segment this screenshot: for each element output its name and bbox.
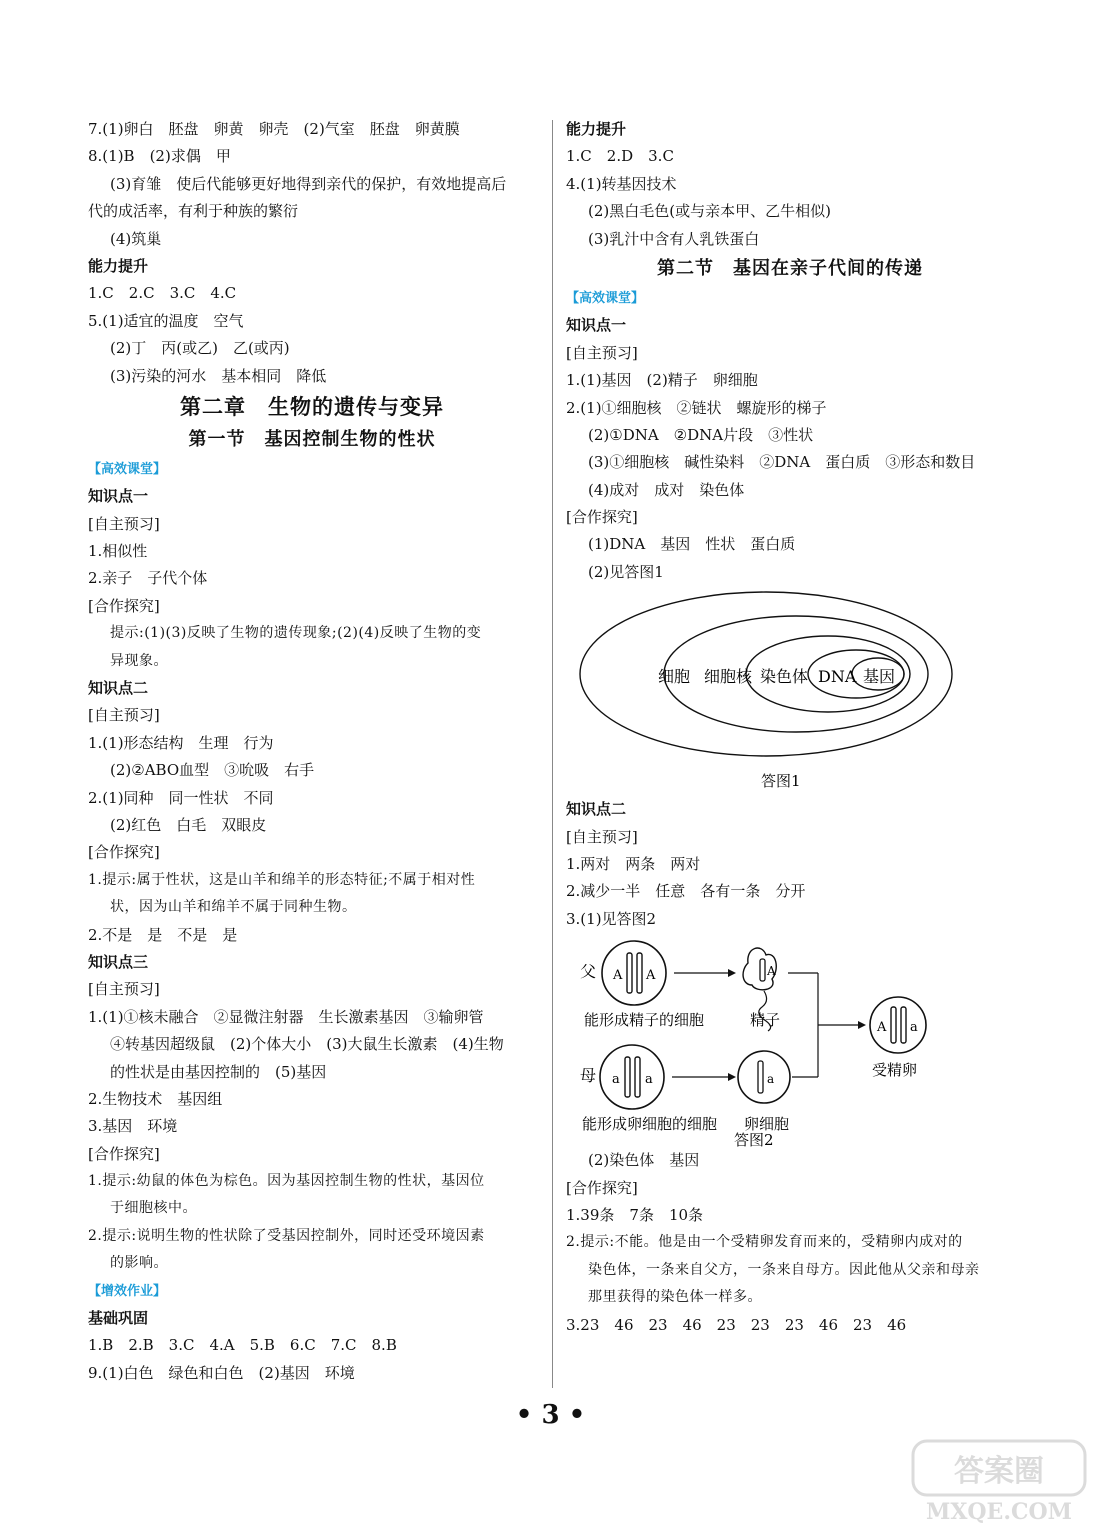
left-line: [自主预习] [88,514,160,533]
svg-text:a: a [767,1072,775,1087]
right_mid-line: [自主预习] [566,827,638,846]
figure-2-caption: 答图2 [734,1131,774,1148]
left-line: 基础巩固 [88,1309,149,1328]
right_mid-line: 2.减少一半 任意 各有一条 分开 [566,882,806,901]
column-divider [552,120,553,1388]
father-label: 父 [580,962,597,982]
svg-text:a: a [910,1020,918,1036]
left-line: [自主预习] [88,980,160,999]
left-line: (3)污染的河水 基本相同 降低 [110,366,327,385]
label-nucleus: 细胞核 [704,667,753,687]
right_top-line: 2.(1)①细胞核 ②链状 螺旋形的梯子 [566,398,827,417]
right_top-line: (2)①DNA ②DNA片段 ③性状 [588,425,814,444]
left-line: 知识点二 [88,679,149,698]
right-mid-block [566,796,1014,933]
figure-1 [566,586,1014,796]
left-line: [合作探究] [88,596,160,615]
left-line: 5.(1)适宜的温度 空气 [88,311,244,330]
right_top-line: 1.C 2.D 3.C [566,147,674,166]
right_top-line: (2)黑白毛色(或与亲本甲、乙牛相似) [588,202,831,221]
right_mid-line: 知识点二 [566,800,627,819]
right-top-block [566,116,1014,586]
mother-label: 母 [580,1066,597,1086]
label-chromosome: 染色体 [760,667,809,687]
left-line: 能力提升 [88,256,149,275]
right_top-line: 知识点一 [566,316,627,335]
left-line: 【增效作业】 [88,1283,167,1299]
left-line: [自主预习] [88,706,160,725]
right_top-line: 1.(1)基因 (2)精子 卵细胞 [566,371,758,390]
zygote-label: 受精卵 [872,1061,918,1080]
right_mid-line: 1.两对 两条 两对 [566,855,701,874]
left-line: 2.(1)同种 同一性状 不同 [88,788,274,807]
left-line: (3)育雏 使后代能够更好地得到亲代的保护，有效地提高后 [110,174,507,193]
figure-2 [566,933,1014,1147]
father-cell-label: 能形成精子的细胞 [584,1011,705,1030]
left-line: 8.(1)B (2)求偶 甲 [88,147,231,166]
right_top-line: [自主预习] [566,343,638,362]
left-line: [合作探究] [88,843,160,862]
mother-cell-label: 能形成卵细胞的细胞 [582,1115,718,1134]
right_bottom-line: 2.提示:不能。他是由一个受精卵发育而来的，受精卵内成对的 [566,1234,963,1251]
left-line: 【高效课堂】 [88,461,167,477]
right_bottom-line: [合作探究] [566,1178,638,1197]
left-line: 2.提示:说明生物的性状除了受基因控制外，同时还受环境因素 [88,1227,485,1244]
left-line: 代的成活率，有利于种族的繁衍 [88,202,299,221]
svg-text:a: a [645,1072,653,1088]
left-line: 的性状是由基因控制的 (5)基因 [110,1062,327,1081]
left-line: 9.(1)白色 绿色和白色 (2)基因 环境 [88,1363,355,1382]
left-line: [合作探究] [88,1144,160,1163]
inheritance-diagram [566,933,1014,1147]
svg-text:A: A [646,968,656,984]
svg-text:A: A [613,968,623,984]
left-line: 1.(1)①核未融合 ②显微注射器 生长激素基因 ③输卵管 [88,1007,484,1026]
right_top-line: 能力提升 [566,120,627,138]
left-column [88,116,536,1387]
right_bottom-line: 染色体，一条来自父方，一条来自母方。因此他从父亲和母亲 [588,1261,980,1278]
right_top-line: (3)①细胞核 碱性染料 ②DNA 蛋白质 ③形态和数目 [588,453,976,472]
left-line: 异现象。 [110,652,168,669]
svg-text:A: A [877,1020,887,1036]
left-line: 于细胞核中。 [110,1200,197,1217]
left-line: (2)②ABO血型 ③吮吸 右手 [110,761,315,780]
left-line: 1.C 2.C 3.C 4.C [88,284,237,303]
left-line: 1.提示:幼鼠的体色为棕色。因为基因控制生物的性状，基因位 [88,1173,485,1190]
right_top-line: (1)DNA 基因 性状 蛋白质 [588,535,796,554]
sperm-label: 精子 [750,1011,781,1030]
left-line: 提示:(1)(3)反映了生物的遗传现象;(2)(4)反映了生物的变 [110,625,482,642]
left-line: 状，因为山羊和绵羊不属于同种生物。 [110,899,357,916]
right_top-line: [合作探究] [566,508,638,527]
left-line: 3.基因 环境 [88,1117,178,1136]
left-line: 1.提示:属于性状，这是山羊和绵羊的形态特征;不属于相对性 [88,871,476,888]
left-line: (2)丁 丙(或乙) 乙(或丙) [110,339,290,358]
left-line: 7.(1)卵白 胚盘 卵黄 卵壳 (2)气室 胚盘 卵黄膜 [88,120,460,138]
left-line: 第一节 基因控制生物的性状 [188,428,436,450]
right_bottom-line: 那里获得的染色体一样多。 [588,1289,762,1306]
label-cell: 细胞 [658,667,691,687]
left-line: 1.(1)形态结构 生理 行为 [88,733,274,752]
watermark-logo [909,1433,1089,1528]
left-line: 知识点三 [88,952,149,971]
egg-label: 卵细胞 [744,1115,790,1134]
left-line: (2)红色 白毛 双眼皮 [110,815,267,834]
left-line: 第二章 生物的遗传与变异 [180,394,444,419]
nested-ellipses-diagram [566,586,1014,796]
left-line: (4)筑巢 [110,229,162,248]
svg-text:a: a [612,1072,620,1088]
left-line: 知识点一 [88,487,149,506]
left-line: ④转基因超级鼠 (2)个体大小 (3)大鼠生长激素 (4)生物 [110,1035,504,1054]
left-line: 2.生物技术 基因组 [88,1089,223,1108]
right-bottom-block [566,1147,1014,1339]
left-line: 2.亲子 子代个体 [88,569,208,588]
label-gene: 基因 [863,667,896,687]
label-dna: DNA [818,667,857,687]
right_top-line: (2)见答图1 [588,562,664,581]
right_top-line: 4.(1)转基因技术 [566,174,677,193]
left-line: 的影响。 [110,1255,168,1272]
svg-text:A: A [767,964,776,979]
right-column [566,116,1014,1339]
right_mid-line: 3.(1)见答图2 [566,909,657,928]
page-number: • 3 • [515,1400,586,1430]
svg-text:答案圈: 答案圈 [954,1454,1044,1489]
right_top-line: 第二节 基因在亲子代间的传递 [657,257,923,279]
right_top-line: 【高效课堂】 [566,290,645,306]
right_bottom-line: 3.23 46 23 46 23 23 23 46 23 46 [566,1315,907,1334]
right_bottom-line: 1.39条 7条 10条 [566,1205,704,1224]
right_top-line: (3)乳汁中含有人乳铁蛋白 [588,229,760,248]
left-line: 2.不是 是 不是 是 [88,925,238,944]
right_top-line: (4)成对 成对 染色体 [588,480,745,499]
left-line: 1.相似性 [88,542,148,561]
figure-1-caption: 答图1 [761,772,801,791]
svg-text:MXQE.COM: MXQE.COM [925,1499,1073,1525]
left-line: 1.B 2.B 3.C 4.A 5.B 6.C 7.C 8.B [88,1336,397,1355]
right_bottom-line: (2)染色体 基因 [588,1151,700,1170]
